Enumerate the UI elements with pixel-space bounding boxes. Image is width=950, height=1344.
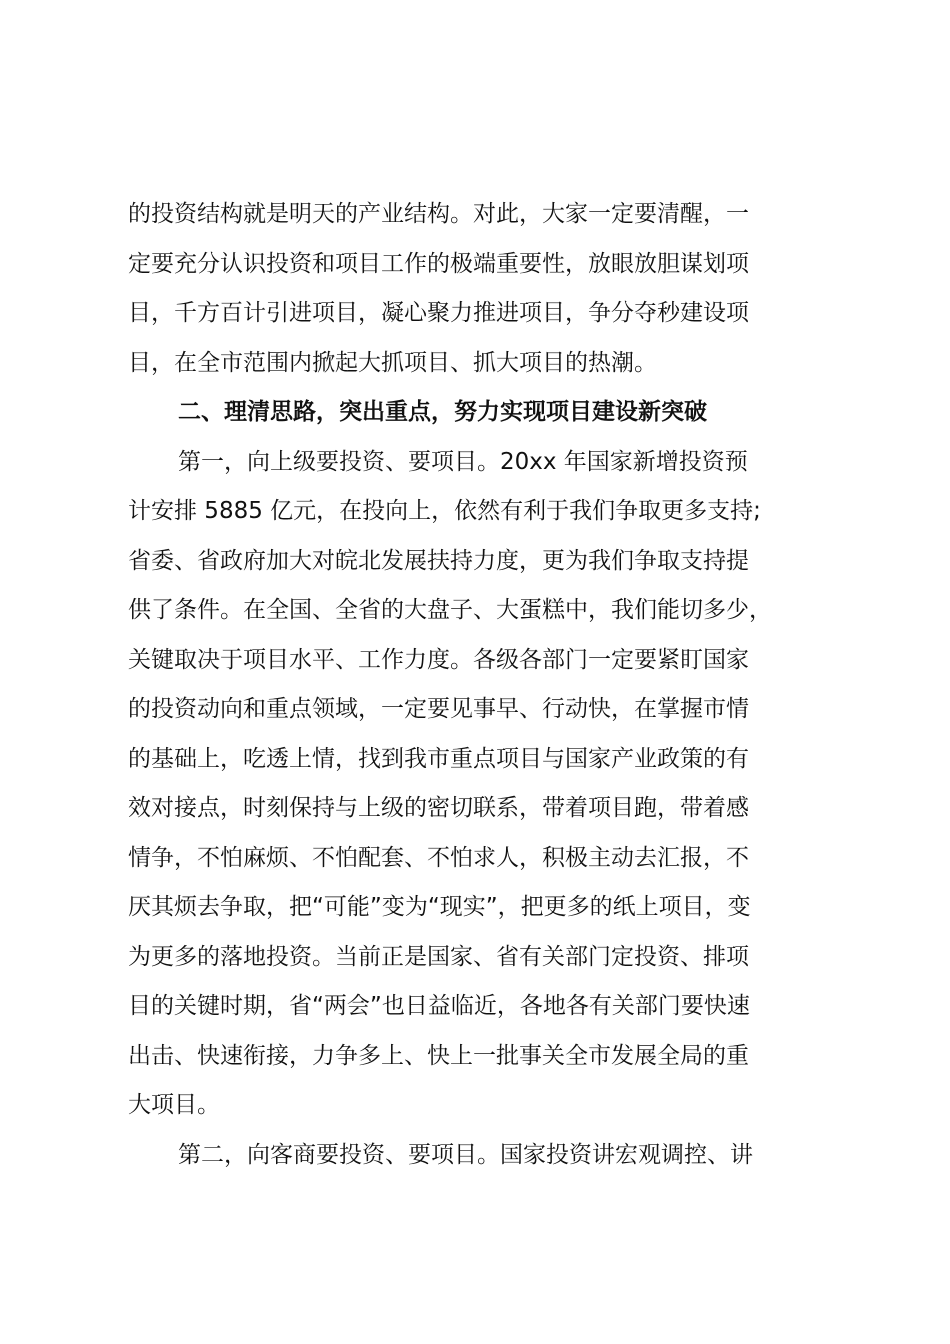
text-line: 定要充分认识投资和项目工作的极端重要性，放眼放胆谋划项 [128, 250, 749, 277]
text-line: 目，千方百计引进项目，凝心聚力推进项目，争分夺秒建设项 [128, 300, 749, 326]
document-body [128, 190, 828, 1180]
text-line: 厌其烦去争取，把“可能”变为“现实”，把更多的纸上项目，变 [128, 894, 751, 920]
text-line: 的投资结构就是明天的产业结构。对此，大家一定要清醒，一 [128, 201, 749, 227]
paragraph-first-point [128, 438, 828, 1131]
text-line: 第一，向上级要投资、要项目。20xx 年国家新增投资预 [178, 448, 748, 475]
text-line: 供了条件。在全国、全省的大盘子、大蛋糕中，我们能切多少， [128, 597, 772, 623]
text-line: 计安排 5885 亿元，在投向上，依然有利于我们争取更多支持; [128, 498, 761, 524]
text-line: 关键取决于项目水平、工作力度。各级各部门一定要紧盯国家 [128, 646, 749, 673]
text-line: 情争，不怕麻烦、不怕配套、不怕求人，积极主动去汇报，不 [128, 844, 749, 871]
text-line: 的基础上，吃透上情，找到我市重点项目与国家产业政策的有 [128, 745, 749, 772]
text-line: 的投资动向和重点领域，一定要见事早、行动快，在掌握市情 [128, 696, 749, 722]
text-line: 省委、省政府加大对皖北发展扶持力度，更为我们争取支持提 [128, 547, 749, 574]
text-line: 为更多的落地投资。当前正是国家、省有关部门定投资、排项 [128, 943, 749, 970]
text-line: 出击、快速衔接，力争多上、快上一批事关全市发展全局的重 [128, 1042, 749, 1069]
text-line: 第二，向客商要投资、要项目。国家投资讲宏观调控、讲 [178, 1141, 753, 1168]
section-heading: 二、理清思路，突出重点，努力实现项目建设新突破 [178, 399, 707, 425]
paragraph-investment-structure [128, 190, 828, 388]
text-line: 效对接点，时刻保持与上级的密切联系，带着项目跑，带着感 [128, 795, 749, 821]
text-line: 大项目。 [128, 1092, 220, 1118]
paragraph-second-point [128, 1131, 828, 1181]
text-line: 目，在全市范围内掀起大抓项目、抓大项目的热潮。 [128, 349, 657, 376]
text-line: 目的关键时期，省“两会”也日益临近，各地各有关部门要快速 [128, 993, 750, 1019]
